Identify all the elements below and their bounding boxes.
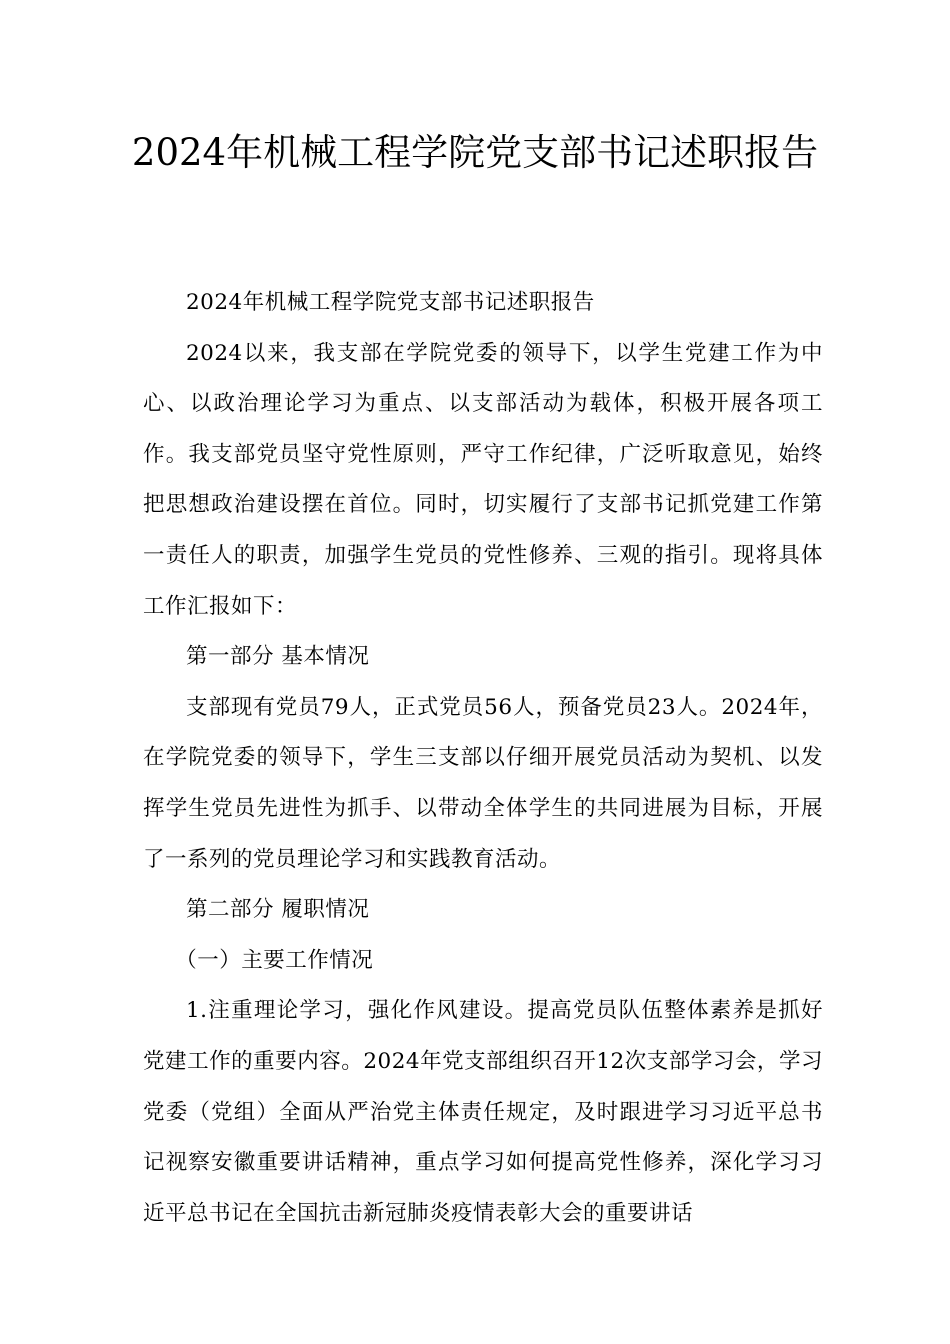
paragraph-intro: 2024以来，我支部在学院党委的领导下，以学生党建工作为中心、以政治理论学习为重点、以支部活动为载体，积极开展各项工作。我支部党员坚守党性原则，严守工作纪律，广泛听取意见，始终把思想政治建设摆在首位。同时，切实履行了支部书记抓党建工作第一责任人的职责，加强学生党员的党性修养、三观的指引。现将具体工作汇报如下： — [143, 340, 823, 619]
section-heading-basic: 第一部分 基本情况 — [186, 644, 370, 670]
subsection-heading-main-work: （一）主要工作情况 — [175, 947, 374, 973]
paragraph-heading-repeat: 2024年机械工程学院党支部书记述职报告 — [186, 290, 595, 315]
section-heading-duties: 第二部分 履职情况 — [186, 897, 370, 923]
document-title: 2024年机械工程学院党支部书记述职报告 — [131, 131, 819, 174]
document-body — [143, 278, 823, 1239]
paragraph-theory-study: 1.注重理论学习，强化作风建设。提高党员队伍整体素养是抓好党建工作的重要内容。2024年党支部组织召开12次支部学习会，学习党委（党组）全面从严治党主体责任规定，及时跟进学习习近平总书记视察安徽重要讲话精神，重点学习如何提高党性修养，深化学习习近平总书记在全国抗击新冠肺炎疫情表彰大会的重要讲话 — [143, 998, 823, 1226]
paragraph-basic-info: 支部现有党员79人，正式党员56人，预备党员23人。2024年，在学院党委的领导下，学生三支部以仔细开展党员活动为契机、以发挥学生党员先进性为抓手、以带动全体学生的共同进展为目标，开展了一系列的党员理论学习和实践教育活动。 — [143, 694, 823, 872]
